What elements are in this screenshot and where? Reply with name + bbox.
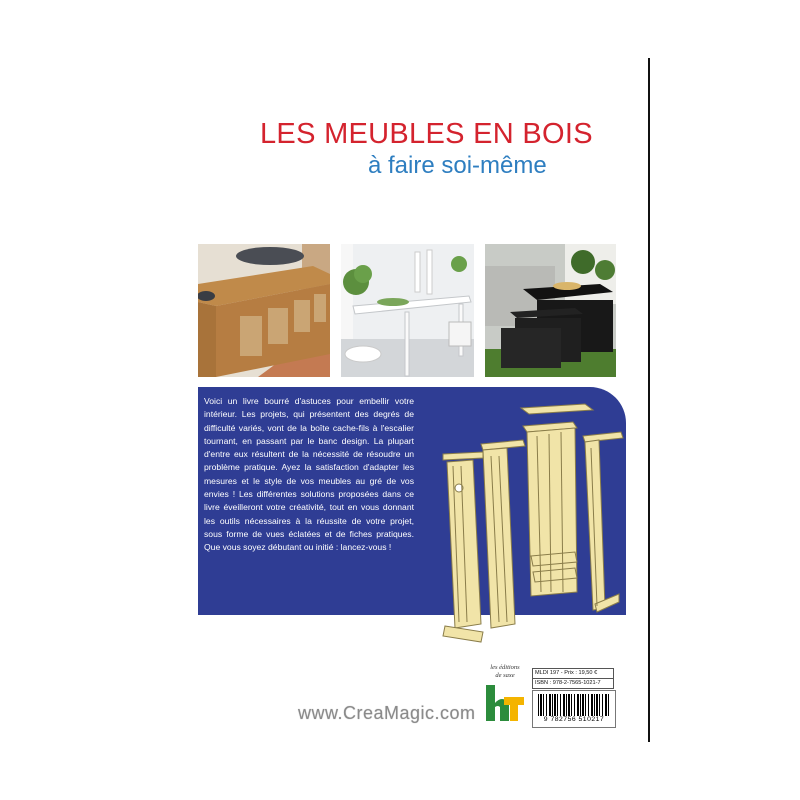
spine-edge: [648, 58, 650, 742]
book-subtitle: à faire soi-même: [368, 152, 547, 179]
book-title: LES MEUBLES EN BOIS: [260, 118, 593, 150]
publisher-logo: [480, 683, 526, 723]
exploded-view-diagram: [437, 396, 627, 646]
publisher-line-2: de saxe: [495, 672, 515, 679]
publisher-name: [479, 664, 531, 680]
isbn: ISBN : 978-2-7565-1021-7: [532, 678, 614, 689]
description-text: Voici un livre bourré d'astuces pour embellir votre intérieur. Les projets, qui présentent des degrés de difficulté variés, vont de la boîte cache-fils à l'escalier tournant, en passant par le banc design. La plupart d'entre eux résultent de la nécessité de résoudre un problème pratique. Ayez la satisfaction d'adapter les mesures et le style de vos meubles au gré de vos envies ! Les différentes solutions proposées dans ce livre éveilleront votre créativité, tout en vous donnant les outils nécessaires à la réussite de votre projet, sous forme de vues éclatées et de fiches pratiques. Que vous soyez débutant ou initié : lancez-vous !: [204, 396, 414, 553]
barcode-number: 9 782756 510217: [543, 716, 605, 723]
photo-strip: [198, 244, 616, 377]
ref-price: MLDI 197 - Prix : 19,50 €: [532, 668, 614, 679]
watermark-text: www.CreaMagic.com: [298, 703, 476, 723]
ordering-info: [532, 668, 614, 688]
photo-nesting-tables: [485, 244, 616, 377]
photo-white-console: [341, 244, 474, 377]
barcode: [532, 690, 616, 728]
photo-wooden-bench: [198, 244, 330, 377]
publisher-line-1: les éditions: [490, 664, 520, 671]
barcode-bars: [538, 694, 610, 716]
